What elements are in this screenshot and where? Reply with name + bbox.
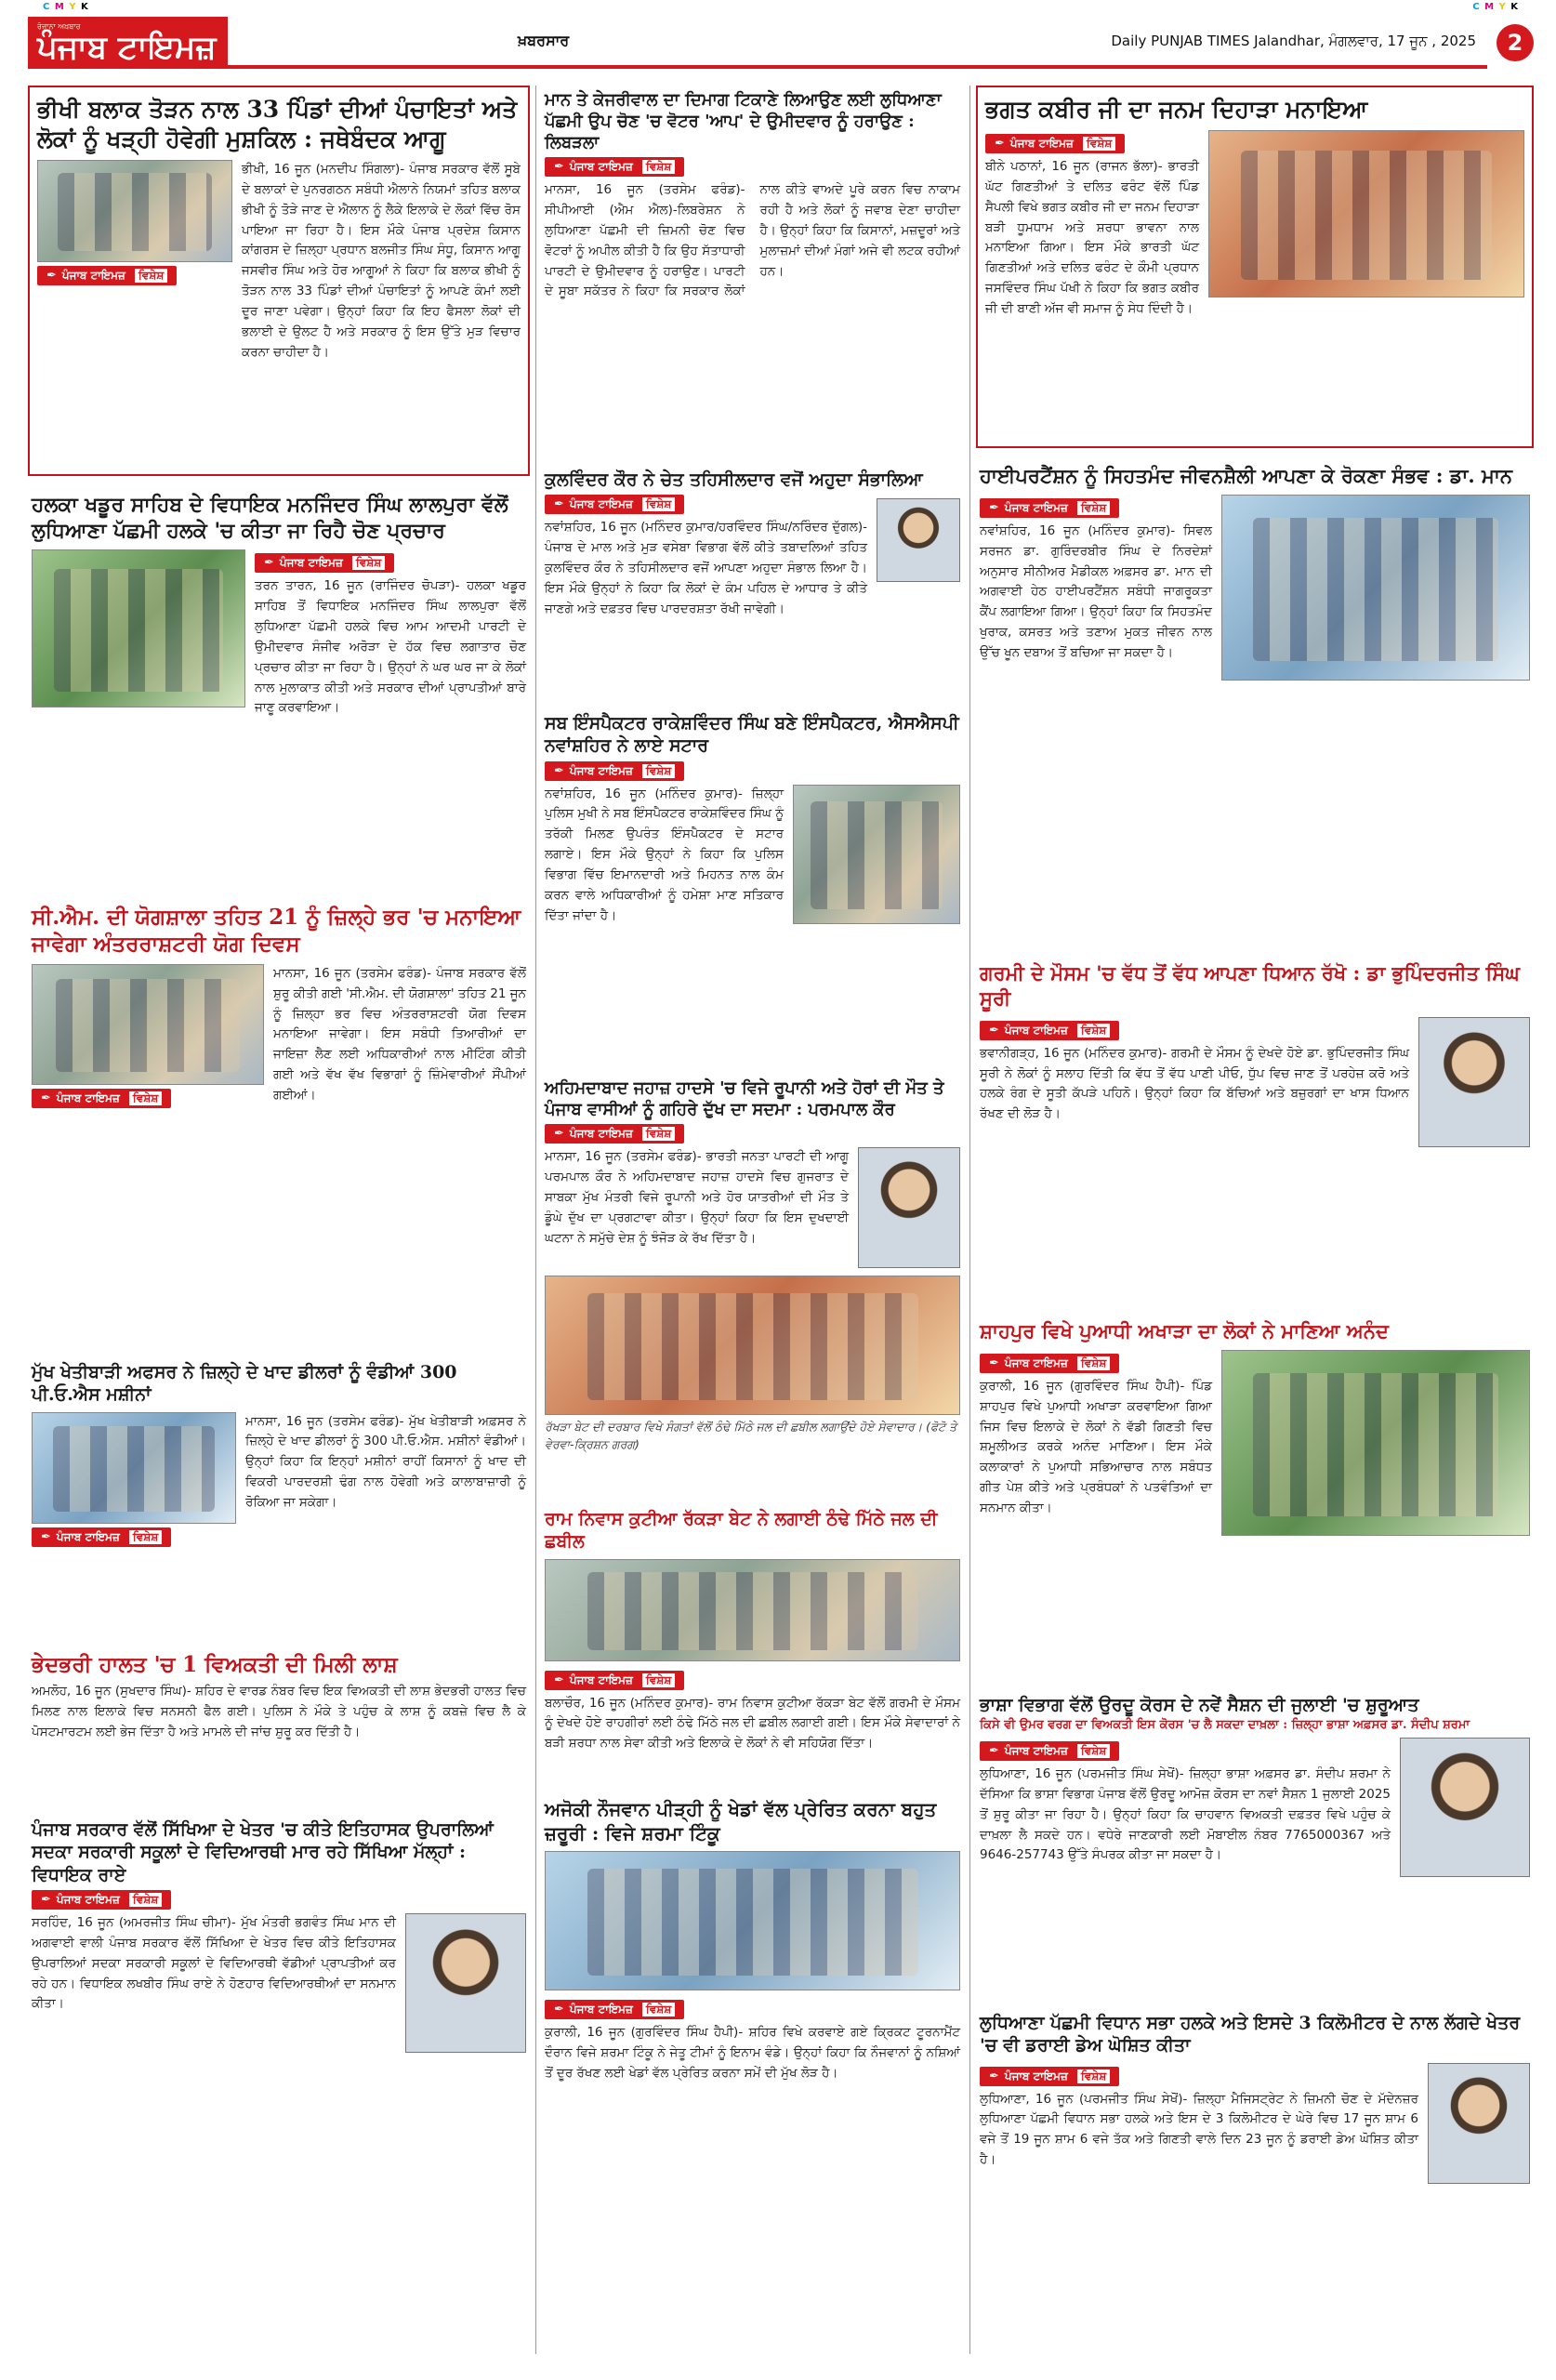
- byline-paper: ਪੰਜਾਬ ਟਾਇਮਜ਼: [569, 1673, 633, 1686]
- byline-paper: ਪੰਜਾਬ ਟਾਇਮਜ਼: [1004, 1023, 1068, 1037]
- byline-paper: ਪੰਜਾਬ ਟਾਇਮਜ਼: [1004, 1355, 1068, 1369]
- pen-icon: ✒: [554, 160, 564, 175]
- article-hypertension: [976, 460, 1534, 944]
- pen-icon: ✒: [989, 2069, 999, 2083]
- byline: [545, 1124, 684, 1144]
- byline-paper: ਪੰਜਾਬ ਟਾਇਮਜ਼: [1004, 2069, 1068, 2082]
- headline: ਭੀਖੀ ਬਲਾਕ ਤੋੜਨ ਨਾਲ 33 ਪਿੰਡਾਂ ਦੀਆਂ ਪੰਚਾਇਤਾਂ ਅਤੇ ਲੋਕਾਂ ਨੂੰ ਖੜ੍ਹੀ ਹੋਵੇਗੀ ਮੁਸ਼ਕਿਲ : ਜਥੇਬੰਦਕ ਆਗੂ: [37, 96, 518, 152]
- byline-tag: ਵਿਸ਼ੇਸ਼: [1077, 2069, 1110, 2083]
- header-rule: [228, 17, 1487, 69]
- news-photo: [1221, 495, 1530, 681]
- pen-icon: ✒: [989, 1023, 999, 1038]
- portrait-photo: [877, 498, 960, 582]
- article-chhabil: [541, 1504, 964, 1783]
- byline-paper: ਪੰਜਾਬ ਟਾਇਮਜ਼: [56, 1091, 120, 1104]
- subheadline: ਕਿਸੇ ਵੀ ਉਮਰ ਵਰਗ ਦਾ ਵਿਅਕਤੀ ਇਸ ਕੋਰਸ 'ਚ ਲੈ ਸਕਦਾ ਦਾਖ਼ਲਾ : ਜ਼ਿਲ੍ਹਾ ਭਾਸ਼ਾ ਅਫ਼ਸਰ ਡਾ. ਸੰਦੀਪ ਸ਼ਰਮਾ: [980, 1718, 1470, 1733]
- news-photo: [1208, 130, 1524, 298]
- pen-icon: ✒: [989, 500, 999, 515]
- news-photo: [32, 549, 245, 707]
- byline-paper: ਪੰਜਾਬ ਟਾਇਮਜ਼: [61, 269, 125, 282]
- byline: [985, 134, 1125, 153]
- article-lalpura-campaign: [28, 488, 530, 888]
- pen-icon: ✒: [554, 1127, 564, 1142]
- headline: ਮਾਨ ਤੇ ਕੇਜਰੀਵਾਲ ਦਾ ਦਿਮਾਗ ਟਿਕਾਣੇ ਲਿਆਉਣ ਲਈ ਲੁਧਿਆਣਾ ਪੱਛਮੀ ਉਪ ਚੋਣ 'ਚ ਵੋਟਰ 'ਆਪ' ਦੇ ਉਮੀਦਵਾਰ ਨੂੰ ਹਰਾਉਣ : ਲਿਬੜਲਾ: [545, 90, 942, 153]
- byline-paper: ਪੰਜਾਬ ਟਾਇਮਜ਼: [569, 497, 633, 511]
- byline-tag: ਵਿਸ਼ੇਸ਼: [129, 1091, 162, 1105]
- article-education: [28, 1815, 530, 2363]
- byline: [545, 2000, 684, 2019]
- headline: ਗਰਮੀ ਦੇ ਮੌਸਮ 'ਚ ਵੱਧ ਤੋਂ ਵੱਧ ਆਪਣਾ ਧਿਆਨ ਰੱਖੋ : ਡਾ ਭੁਪਿੰਦਰਜੀਤ ਸਿੰਘ ਸੂਰੀ: [980, 961, 1520, 1010]
- byline-paper: ਪੰਜਾਬ ਟਾਇਮਜ਼: [1009, 137, 1074, 150]
- article-body: ਭੀਖੀ, 16 ਜੂਨ (ਮਨਦੀਪ ਸਿੰਗਲਾ)- ਪੰਜਾਬ ਸਰਕਾਰ ਵੱਲੋਂ ਸੂਬੇ ਦੇ ਬਲਾਕਾਂ ਦੇ ਪੁਨਰਗਠਨ ਸਬੰਧੀ ਐਲਾਨੇ ਨਿਯਮਾਂ ਤਹਿਤ ਬਲਾਕ ਭੀਖੀ ਨੂੰ ਤੋੜੇ ਜਾਣ ਦੇ ਐਲਾਨ ਨੂੰ ਲੈਕੇ ਇਲਾਕੇ ਦੇ ਲੋਕਾਂ ਵਿੱਚ ਰੋਸ ਪਾਇਆ ਜਾ ਰਿਹਾ ਹੈ। ਇਸ ਮੌਕੇ ਪੰਜਾਬ ਪ੍ਰਦੇਸ਼ ਕਿਸਾਨ ਕਾਂਗਰਸ ਦੇ ਜ਼ਿਲ੍ਹਾ ਪ੍ਰਧਾਨ ਬਲਜੀਤ ਸਿੰਘ ਸੰਧੂ, ਕਿਸਾਨ ਆਗੂ ਜਸਵੀਰ ਸਿੰਘ ਅਤੇ ਹੋਰ ਆਗੂਆਂ ਨੇ ਕਿਹਾ ਕਿ ਬਲਾਕ ਭੀਖੀ ਨੂੰ ਤੋੜਨ ਨਾਲ 33 ਪਿੰਡਾਂ ਦੀਆਂ ਪੰਚਾਇਤਾਂ ਨੂੰ ਆਪਣੇ ਕੰਮਾਂ ਲਈ ਦੂਰ ਜਾਣਾ ਪਵੇਗਾ। ਉਨ੍ਹਾਂ ਕਿਹਾ ਕਿ ਇਹ ਫੈਸਲਾ ਲੋਕਾਂ ਦੀ ਭਲਾਈ ਦੇ ਉਲਟ ਹੈ ਅਤੇ ਸਰਕਾਰ ਨੂੰ ਇਸ ਉੱਤੇ ਮੁੜ ਵਿਚਾਰ ਕਰਨਾ ਚਾਹੀਦਾ ਹੈ।: [242, 162, 521, 360]
- article-body: ਕੁਰਾਲੀ, 16 ਜੂਨ (ਗੁਰਵਿੰਦਰ ਸਿੰਘ ਹੈਪੀ)- ਸ਼ਹਿਰ ਵਿਖੇ ਕਰਵਾਏ ਗਏ ਕ੍ਰਿਕਟ ਟੂਰਨਾਮੈਂਟ ਦੌਰਾਨ ਵਿਜੇ ਸ਼ਰਮਾ ਟਿੰਕੂ ਨੇ ਜੇਤੂ ਟੀਮਾਂ ਨੂੰ ਇਨਾਮ ਵੰਡੇ। ਉਨ੍ਹਾਂ ਕਿਹਾ ਕਿ ਨੌਜਵਾਨਾਂ ਨੂੰ ਨਸ਼ਿਆਂ ਤੋਂ ਦੂਰ ਰੱਖਣ ਲਈ ਖੇਡਾਂ ਵੱਲ ਪ੍ਰੇਰਿਤ ਕਰਨਾ ਸਮੇਂ ਦੀ ਮੁੱਖ ਲੋੜ ਹੈ।: [545, 2025, 960, 2081]
- byline-paper: ਪੰਜਾਬ ਟਾਇਮਜ਼: [279, 556, 343, 570]
- byline: [255, 553, 394, 573]
- headline: ਭਗਤ ਕਬੀਰ ਜੀ ਦਾ ਜਨਮ ਦਿਹਾੜਾ ਮਨਾਇਆ: [985, 96, 1368, 123]
- photo-credit: (ਫੋਟੋ ਤੇ ਵੇਰਵਾ-ਕ੍ਰਿਸ਼ਨ ਗਰਗ): [545, 1420, 957, 1451]
- byline-tag: ਵਿਸ਼ੇਸ਼: [642, 1673, 675, 1687]
- pen-icon: ✒: [46, 269, 57, 283]
- byline-tag: ਵਿਸ਼ੇਸ਼: [1077, 1024, 1110, 1038]
- headline: ਅਹਿਮਦਾਬਾਦ ਜਹਾਜ਼ ਹਾਦਸੇ 'ਚ ਵਿਜੇ ਰੂਪਾਨੀ ਅਤੇ ਹੋਰਾਂ ਦੀ ਮੌਤ ਤੇ ਪੰਜਾਬ ਵਾਸੀਆਂ ਨੂੰ ਗਹਿਰੇ ਦੁੱਖ ਦਾ ਸਦਮਾ : ਪਰਮਪਾਲ ਕੌਰ: [545, 1078, 944, 1120]
- byline-paper: ਪੰਜਾਬ ਟਾਇਮਜ਼: [1004, 1743, 1068, 1757]
- byline-tag: ਵਿਸ਼ੇਸ਼: [642, 1127, 675, 1141]
- pen-icon: ✒: [264, 556, 274, 571]
- cmyk-marks-right: [1472, 2, 1519, 12]
- byline: [545, 157, 684, 177]
- pen-icon: ✒: [41, 1529, 51, 1544]
- cmyk-y: Y: [1498, 2, 1507, 12]
- article-body: ਨਵਾਂਸ਼ਹਿਰ, 16 ਜੂਨ (ਮਨਿੰਦਰ ਕੁਮਾਰ/ਹਰਵਿੰਦਰ ਸਿੰਘ/ਨਰਿੰਦਰ ਦੁੱਗਲ)- ਪੰਜਾਬ ਦੇ ਮਾਲ ਅਤੇ ਮੁੜ ਵਸੇਬਾ ਵਿਭਾਗ ਵੱਲੋਂ ਕੀਤੇ ਤਬਾਦਲਿਆਂ ਤਹਿਤ ਕੁਲਵਿੰਦਰ ਕੌਰ ਨੇ ਤਹਿਸੀਲਦਾਰ ਵਜੋਂ ਆਪਣਾ ਅਹੁਦਾ ਸੰਭਾਲ ਲਿਆ ਹੈ। ਇਸ ਮੌਕੇ ਉਨ੍ਹਾਂ ਨੇ ਕਿਹਾ ਕਿ ਲੋਕਾਂ ਦੇ ਕੰਮ ਪਹਿਲ ਦੇ ਆਧਾਰ ਤੇ ਕੀਤੇ ਜਾਣਗੇ ਅਤੇ ਦਫ਼ਤਰ ਵਿਚ ਪਾਰਦਰਸ਼ਤਾ ਰੱਖੀ ਜਾਵੇਗੀ।: [545, 520, 867, 616]
- byline: [980, 1741, 1119, 1761]
- cmyk-m: M: [1484, 2, 1496, 12]
- article-body: ਲੁਧਿਆਣਾ, 16 ਜੂਨ (ਪਰਮਜੀਤ ਸਿੰਘ ਸੇਖੋਂ)- ਜ਼ਿਲ੍ਹਾ ਮੈਜਿਸਟ੍ਰੇਟ ਨੇ ਜ਼ਿਮਨੀ ਚੋਣ ਦੇ ਮੱਦੇਨਜ਼ਰ ਲੁਧਿਆਣਾ ਪੱਛਮੀ ਵਿਧਾਨ ਸਭਾ ਹਲਕੇ ਅਤੇ ਇਸ ਦੇ 3 ਕਿਲੋਮੀਟਰ ਦੇ ਘੇਰੇ ਵਿਚ 17 ਜੂਨ ਸ਼ਾਮ 6 ਵਜੇ ਤੋਂ 19 ਜੂਨ ਸ਼ਾਮ 6 ਵਜੇ ਤੱਕ ਅਤੇ ਗਿਣਤੀ ਵਾਲੇ ਦਿਨ 23 ਜੂਨ ਨੂੰ ਡਰਾਈ ਡੇਅ ਘੋਸ਼ਿਤ ਕੀਤਾ ਹੈ।: [980, 2091, 1418, 2168]
- byline: [545, 495, 684, 514]
- article-body: ਨਵਾਂਸ਼ਹਿਰ, 16 ਜੂਨ (ਮਨਿੰਦਰ ਕੁਮਾਰ)- ਸਿਵਲ ਸਰਜਨ ਡਾ. ਗੁਰਿੰਦਰਬੀਰ ਸਿੰਘ ਦੇ ਨਿਰਦੇਸ਼ਾਂ ਅਨੁਸਾਰ ਸੀਨੀਅਰ ਮੈਡੀਕਲ ਅਫ਼ਸਰ ਡਾ. ਮਾਨ ਦੀ ਅਗਵਾਈ ਹੇਠ ਹਾਈਪਰਟੈਂਸ਼ਨ ਸਬੰਧੀ ਜਾਗਰੂਕਤਾ ਕੈਂਪ ਲਗਾਇਆ ਗਿਆ। ਉਨ੍ਹਾਂ ਕਿਹਾ ਕਿ ਸਿਹਤਮੰਦ ਖੁਰਾਕ, ਕਸਰਤ ਅਤੇ ਤਣਾਅ ਮੁਕਤ ਜੀਵਨ ਨਾਲ ਉੱਚ ਖੂਨ ਦਬਾਅ ਤੋਂ ਬਚਿਆ ਜਾ ਸਕਦਾ ਹੈ।: [980, 522, 1212, 661]
- byline: [545, 761, 684, 781]
- cmyk-c: C: [1472, 2, 1481, 12]
- article-sports-youth: [541, 1794, 964, 2361]
- dateline: Daily PUNJAB TIMES Jalandhar, ਮੰਗਲਵਾਰ, 17 ਜੂਨ , 2025: [1111, 33, 1476, 49]
- pen-icon: ✒: [554, 763, 564, 778]
- newspaper-logo: [28, 17, 228, 69]
- news-photo: [37, 160, 232, 262]
- headline: ਹਾਈਪਰਟੈਂਸ਼ਨ ਨੂੰ ਸਿਹਤਮੰਦ ਜੀਵਨਸ਼ੈਲੀ ਆਪਣਾ ਕੇ ਰੋਕਣਾ ਸੰਭਵ : ਡਾ. ਮਾਨ: [980, 464, 1512, 487]
- byline-tag: ਵਿਸ਼ੇਸ਼: [1077, 1744, 1110, 1758]
- headline: ਰਾਮ ਨਿਵਾਸ ਕੁਟੀਆ ਰੱਕੜਾ ਬੇਟ ਨੇ ਲਗਾਈ ਠੰਢੇ ਮਿੱਠੇ ਜਲ ਦੀ ਛਬੀਲ: [545, 1509, 938, 1553]
- byline: [980, 1021, 1119, 1040]
- byline-tag: ਵਿਸ਼ੇਸ਼: [1077, 1356, 1110, 1370]
- headline: ਹਲਕਾ ਖਡੂਰ ਸਾਹਿਬ ਦੇ ਵਿਧਾਇਕ ਮਨਜਿੰਦਰ ਸਿੰਘ ਲਾਲਪੁਰਾ ਵੱਲੋਂ ਲੁਧਿਆਣਾ ਪੱਛਮੀ ਹਲਕੇ 'ਚ ਕੀਤਾ ਜਾ ਰਿਹੈ ਚੋਣ ਪ੍ਰਚਾਰ: [32, 493, 508, 544]
- byline-paper: ਪੰਜਾਬ ਟਾਇਮਜ਼: [569, 1127, 633, 1141]
- article-body: ਨਵਾਂਸ਼ਹਿਰ, 16 ਜੂਨ (ਮਨਿੰਦਰ ਕੁਮਾਰ)- ਜ਼ਿਲ੍ਹਾ ਪੁਲਿਸ ਮੁਖੀ ਨੇ ਸਬ ਇੰਸਪੈਕਟਰ ਰਾਕੇਸ਼ਵਿੰਦਰ ਸਿੰਘ ਨੂੰ ਤਰੱਕੀ ਮਿਲਣ ਉਪਰੰਤ ਇੰਸਪੈਕਟਰ ਦੇ ਸਟਾਰ ਲਗਾਏ। ਇਸ ਮੌਕੇ ਉਨ੍ਹਾਂ ਨੇ ਕਿਹਾ ਕਿ ਪੁਲਿਸ ਵਿਭਾਗ ਵਿੱਚ ਇਮਾਨਦਾਰੀ ਅਤੇ ਮਿਹਨਤ ਨਾਲ ਕੰਮ ਕਰਨ ਵਾਲੇ ਅਧਿਕਾਰੀਆਂ ਨੂੰ ਹਮੇਸ਼ਾ ਮਾਣ ਸਤਿਕਾਰ ਦਿੱਤਾ ਜਾਂਦਾ ਹੈ।: [545, 786, 784, 923]
- article-body: ਮਾਨਸਾ, 16 ਜੂਨ (ਤਰਸੇਮ ਫਰੰਡ)- ਸੀਪੀਆਈ (ਐਮ ਐਲ)-ਲਿਬਰੇਸ਼ਨ ਨੇ ਲੁਧਿਆਣਾ ਪੱਛਮੀ ਦੀ ਜ਼ਿਮਨੀ ਚੋਣ ਵਿਚ ਵੋਟਰਾਂ ਨੂੰ ਅਪੀਲ ਕੀਤੀ ਹੈ ਕਿ ਉਹ ਸੱਤਾਧਾਰੀ ਪਾਰਟੀ ਦੇ ਉਮੀਦਵਾਰ ਨੂੰ ਹਰਾਉਣ। ਪਾਰਟੀ ਦੇ ਸੂਬਾ ਸਕੱਤਰ ਨੇ ਕਿਹਾ ਕਿ ਸਰਕਾਰ ਲੋਕਾਂ ਨਾਲ ਕੀਤੇ ਵਾਅਦੇ ਪੂਰੇ ਕਰਨ ਵਿਚ ਨਾਕਾਮ ਰਹੀ ਹੈ ਅਤੇ ਲੋਕਾਂ ਨੂੰ ਜਵਾਬ ਦੇਣਾ ਚਾਹੀਦਾ ਹੈ। ਉਨ੍ਹਾਂ ਕਿਹਾ ਕਿ ਕਿਸਾਨਾਂ, ਮਜ਼ਦੂਰਾਂ ਅਤੇ ਮੁਲਾਜ਼ਮਾਂ ਦੀਆਂ ਮੰਗਾਂ ਅਜੇ ਵੀ ਲਟਕ ਰਹੀਆਂ ਹਨ।: [545, 182, 960, 299]
- byline: [32, 1089, 171, 1108]
- byline-tag: ਵਿਸ਼ੇਸ਼: [352, 556, 385, 570]
- article-body: ਬਲਾਚੌਰ, 16 ਜੂਨ (ਮਨਿੰਦਰ ਕੁਮਾਰ)- ਰਾਮ ਨਿਵਾਸ ਕੁਟੀਆ ਰੱਕੜਾ ਬੇਟ ਵੱਲੋਂ ਗਰਮੀ ਦੇ ਮੌਸਮ ਨੂੰ ਦੇਖਦੇ ਹੋਏ ਰਾਹਗੀਰਾਂ ਲਈ ਠੰਢੇ ਮਿੱਠੇ ਜਲ ਦੀ ਛਬੀਲ ਲਗਾਈ ਗਈ। ਇਸ ਮੌਕੇ ਸੇਵਾਦਾਰਾਂ ਨੇ ਬੜੀ ਸ਼ਰਧਾ ਨਾਲ ਸੇਵਾ ਕੀਤੀ ਅਤੇ ਇਲਾਕੇ ਦੇ ਲੋਕਾਂ ਨੇ ਵੀ ਸਹਿਯੋਗ ਦਿੱਤਾ।: [545, 1695, 960, 1752]
- pen-icon: ✒: [989, 1355, 999, 1370]
- news-photo: [1221, 1350, 1530, 1536]
- article-body: ਅਮਲੋਹ, 16 ਜੂਨ (ਸੁਖਦਾਰ ਸਿੰਘ)- ਸ਼ਹਿਰ ਦੇ ਵਾਰਡ ਨੰਬਰ ਵਿਚ ਇਕ ਵਿਅਕਤੀ ਦੀ ਲਾਸ਼ ਭੇਦਭਰੀ ਹਾਲਤ ਵਿਚ ਮਿਲਣ ਨਾਲ ਇਲਾਕੇ ਵਿਚ ਸਨਸਨੀ ਫੈਲ ਗਈ। ਪੁਲਿਸ ਨੇ ਮੌਕੇ ਤੇ ਪਹੁੰਚ ਕੇ ਲਾਸ਼ ਨੂੰ ਕਬਜ਼ੇ ਵਿਚ ਲੈ ਕੇ ਪੋਸਟਮਾਰਟਮ ਲਈ ਭੇਜ ਦਿੱਤਾ ਹੈ ਅਤੇ ਮਾਮਲੇ ਦੀ ਜਾਂਚ ਸ਼ੁਰੂ ਕਰ ਦਿੱਤੀ ਹੈ।: [32, 1684, 526, 1740]
- byline-tag: ਵਿਸ਼ੇਸ਼: [1077, 501, 1110, 515]
- article-body: ਮਾਨਸਾ, 16 ਜੂਨ (ਤਰਸੇਮ ਫਰੰਡ)- ਮੁੱਖ ਖੇਤੀਬਾੜੀ ਅਫ਼ਸਰ ਨੇ ਜ਼ਿਲ੍ਹੇ ਦੇ ਖਾਦ ਡੀਲਰਾਂ ਨੂੰ 300 ਪੀ.ਓ.ਐਸ. ਮਸ਼ੀਨਾਂ ਵੰਡੀਆਂ। ਉਨ੍ਹਾਂ ਕਿਹਾ ਕਿ ਇਨ੍ਹਾਂ ਮਸ਼ੀਨਾਂ ਰਾਹੀਂ ਕਿਸਾਨਾਂ ਨੂੰ ਖਾਦ ਦੀ ਵਿਕਰੀ ਪਾਰਦਰਸ਼ੀ ਢੰਗ ਨਾਲ ਹੋਵੇਗੀ ਅਤੇ ਕਾਲਾਬਾਜ਼ਾਰੀ ਨੂੰ ਰੋਕਿਆ ਜਾ ਸਕੇਗਾ।: [245, 1413, 526, 1511]
- logo-tagline: ਰੋਜ਼ਾਨਾ ਅਖ਼ਬਾਰ: [37, 22, 81, 31]
- article-yoga-day: [28, 900, 530, 1346]
- byline: [980, 1354, 1119, 1373]
- pen-icon: ✒: [989, 1743, 999, 1758]
- pen-icon: ✒: [41, 1091, 51, 1105]
- news-photo: [793, 785, 960, 924]
- article-body: ਮਾਨਸਾ, 16 ਜੂਨ (ਤਰਸੇਮ ਫਰੰਡ)- ਪੰਜਾਬ ਸਰਕਾਰ ਵੱਲੋਂ ਸ਼ੁਰੂ ਕੀਤੀ ਗਈ 'ਸੀ.ਐਮ. ਦੀ ਯੋਗਸ਼ਾਲਾ' ਤਹਿਤ 21 ਜੂਨ ਨੂੰ ਜ਼ਿਲ੍ਹਾ ਭਰ ਵਿਚ ਅੰਤਰਰਾਸ਼ਟਰੀ ਯੋਗ ਦਿਵਸ ਮਨਾਇਆ ਜਾਵੇਗਾ। ਇਸ ਸਬੰਧੀ ਤਿਆਰੀਆਂ ਦਾ ਜਾਇਜ਼ਾ ਲੈਣ ਲਈ ਅਧਿਕਾਰੀਆਂ ਨਾਲ ਮੀਟਿੰਗ ਕੀਤੀ ਗਈ ਅਤੇ ਵੱਖ ਵੱਖ ਵਿਭਾਗਾਂ ਨੂੰ ਜ਼ਿੰਮੇਵਾਰੀਆਂ ਸੌਂਪੀਆਂ ਗਈਆਂ।: [273, 965, 526, 1104]
- byline: [32, 1890, 171, 1910]
- headline: ਲੁਧਿਆਣਾ ਪੱਛਮੀ ਵਿਧਾਨ ਸਭਾ ਹਲਕੇ ਅਤੇ ਇਸਦੇ 3 ਕਿਲੋਮੀਟਰ ਦੇ ਨਾਲ ਲੱਗਦੇ ਖੇਤਰ 'ਚ ਵੀ ਡਰਾਈ ਡੇਅ ਘੋਸ਼ਿਤ ਕੀਤਾ: [980, 2013, 1521, 2056]
- news-photo: [545, 1559, 960, 1661]
- column-divider: [535, 86, 536, 2354]
- pen-icon: ✒: [41, 1892, 51, 1907]
- portrait-photo: [1400, 1738, 1530, 1877]
- cmyk-c: C: [43, 2, 51, 12]
- byline: [32, 1527, 171, 1547]
- news-photo: [545, 1851, 960, 1990]
- article-body-found: [28, 1647, 530, 1804]
- news-photo: [545, 1276, 960, 1415]
- pen-icon: ✒: [995, 137, 1005, 151]
- article-body: ਸਰਹਿੰਦ, 16 ਜੂਨ (ਅਮਰਜੀਤ ਸਿੰਘ ਚੀਮਾ)- ਮੁੱਖ ਮੰਤਰੀ ਭਗਵੰਤ ਸਿੰਘ ਮਾਨ ਦੀ ਅਗਵਾਈ ਵਾਲੀ ਪੰਜਾਬ ਸਰਕਾਰ ਵੱਲੋਂ ਸਿੱਖਿਆ ਦੇ ਖੇਤਰ ਵਿਚ ਕੀਤੇ ਇਤਿਹਾਸਕ ਉਪਰਾਲਿਆਂ ਸਦਕਾ ਸਰਕਾਰੀ ਸਕੂਲਾਂ ਦੇ ਵਿਦਿਆਰਥੀ ਵੱਡੀਆਂ ਪ੍ਰਾਪਤੀਆਂ ਕਰ ਰਹੇ ਹਨ। ਵਿਧਾਇਕ ਲਖਬੀਰ ਸਿੰਘ ਰਾਏ ਨੇ ਹੋਣਹਾਰ ਵਿਦਿਆਰਥੀਆਂ ਦਾ ਸਨਮਾਨ ਕੀਤਾ।: [32, 1914, 396, 2012]
- article-ahmedabad-crash: [541, 1074, 964, 1492]
- byline-paper: ਪੰਜਾਬ ਟਾਇਮਜ਼: [56, 1529, 120, 1543]
- pen-icon: ✒: [554, 2003, 564, 2017]
- headline: ਸੀ.ਐਮ. ਦੀ ਯੋਗਸ਼ਾਲਾ ਤਹਿਤ 21 ਨੂੰ ਜ਼ਿਲ੍ਹੇ ਭਰ 'ਚ ਮਨਾਇਆ ਜਾਵੇਗਾ ਅੰਤਰਰਾਸ਼ਟਰੀ ਯੋਗ ਦਿਵਸ: [32, 905, 521, 958]
- portrait-photo: [858, 1147, 960, 1268]
- byline-paper: ਪੰਜਾਬ ਟਾਇਮਜ਼: [1004, 500, 1068, 514]
- article-summer-health: [976, 958, 1534, 1302]
- cmyk-y: Y: [69, 2, 77, 12]
- portrait-photo: [405, 1913, 526, 2053]
- column-divider: [969, 86, 970, 2354]
- byline-paper: ਪੰਜਾਬ ਟਾਇਮਜ਼: [569, 160, 633, 174]
- pen-icon: ✒: [554, 497, 564, 512]
- byline-paper: ਪੰਜਾਬ ਟਾਇਮਜ਼: [569, 2003, 633, 2016]
- article-urdu-course: [976, 1690, 1534, 1997]
- article-pos-machines: [28, 1357, 530, 1636]
- byline-tag: ਵਿਸ਼ੇਸ਼: [642, 764, 675, 778]
- headline: ਸਬ ਇੰਸਪੈਕਟਰ ਰਾਕੇਸ਼ਵਿੰਦਰ ਸਿੰਘ ਬਣੇ ਇੰਸਪੈਕਟਰ, ਐਸਐਸਪੀ ਨਵਾਂਸ਼ਹਿਰ ਨੇ ਲਾਏ ਸਟਾਰ: [545, 713, 959, 757]
- headline: ਭਾਸ਼ਾ ਵਿਭਾਗ ਵੱਲੋਂ ਉਰਦੂ ਕੋਰਸ ਦੇ ਨਵੇਂ ਸੈਸ਼ਨ ਦੀ ਜੁਲਾਈ 'ਚ ਸ਼ੁਰੂਆਤ: [980, 1695, 1419, 1715]
- portrait-photo: [1428, 2063, 1530, 2184]
- cmyk-k: K: [1510, 2, 1519, 12]
- masthead: [28, 17, 1534, 69]
- headline: ਭੇਦਭਰੀ ਹਾਲਤ 'ਚ 1 ਵਿਅਕਤੀ ਦੀ ਮਿਲੀ ਲਾਸ਼: [32, 1652, 398, 1677]
- portrait-photo: [1418, 1017, 1530, 1147]
- headline: ਅਜੋਕੀ ਨੌਜਵਾਨ ਪੀੜ੍ਹੀ ਨੂੰ ਖੇਡਾਂ ਵੱਲ ਪ੍ਰੇਰਿਤ ਕਰਨਾ ਬਹੁਤ ਜ਼ਰੂਰੀ : ਵਿਜੇ ਸ਼ਰਮਾ ਟਿੰਕੂ: [545, 1798, 937, 1844]
- article-dry-day: [976, 2008, 1534, 2361]
- byline: [37, 266, 177, 285]
- article-bhagat-kabir: [976, 86, 1534, 448]
- byline: [980, 2067, 1119, 2086]
- byline-tag: ਵਿਸ਼ੇਸ਼: [642, 497, 675, 511]
- logo-title: ਪੰਜਾਬ ਟਾਇਮਜ਼: [37, 29, 217, 66]
- byline-tag: ਵਿਸ਼ੇਸ਼: [642, 2003, 675, 2016]
- byline-tag: ਵਿਸ਼ੇਸ਼: [129, 1893, 162, 1907]
- cmyk-marks-left: [43, 2, 89, 12]
- byline: [545, 1671, 684, 1690]
- headline: ਪੰਜਾਬ ਸਰਕਾਰ ਵੱਲੋਂ ਸਿੱਖਿਆ ਦੇ ਖੇਤਰ 'ਚ ਕੀਤੇ ਇਤਿਹਾਸਕ ਉਪਰਾਲਿਆਂ ਸਦਕਾ ਸਰਕਾਰੀ ਸਕੂਲਾਂ ਦੇ ਵਿਦਿਆਰਥੀ ਮਾਰ ਰਹੇ ਸਿੱਖਿਆ ਮੱਲ੍ਹਾਂ : ਵਿਧਾਇਕ ਰਾਏ: [32, 1819, 494, 1885]
- article-body: ਕੁਰਾਲੀ, 16 ਜੂਨ (ਗੁਰਵਿੰਦਰ ਸਿੰਘ ਹੈਪੀ)- ਪਿੰਡ ਸ਼ਾਹਪੁਰ ਵਿਖੇ ਪੁਆਧੀ ਅਖਾੜਾ ਕਰਵਾਇਆ ਗਿਆ ਜਿਸ ਵਿਚ ਇਲਾਕੇ ਦੇ ਲੋਕਾਂ ਨੇ ਵੱਡੀ ਗਿਣਤੀ ਵਿਚ ਸ਼ਮੂਲੀਅਤ ਕਰਕੇ ਅਨੰਦ ਮਾਣਿਆ। ਇਸ ਮੌਕੇ ਕਲਾਕਾਰਾਂ ਨੇ ਪੁਆਧੀ ਸਭਿਆਚਾਰ ਨਾਲ ਸਬੰਧਤ ਗੀਤ ਪੇਸ਼ ਕੀਤੇ ਅਤੇ ਪ੍ਰਬੰਧਕਾਂ ਨੇ ਪਤਵੰਤਿਆਂ ਦਾ ਸਨਮਾਨ ਕੀਤਾ।: [980, 1378, 1212, 1516]
- article-kulwinder-kaur: [541, 465, 964, 697]
- cmyk-k: K: [81, 2, 89, 12]
- byline-tag: ਵਿਸ਼ੇਸ਼: [129, 1530, 162, 1544]
- pen-icon: ✒: [554, 1673, 564, 1687]
- byline-tag: ਵਿਸ਼ੇਸ਼: [642, 160, 675, 174]
- headline: ਸ਼ਾਹਪੁਰ ਵਿਖੇ ਪੁਆਧੀ ਅਖਾੜਾ ਦਾ ਲੋਕਾਂ ਨੇ ਮਾਣਿਆ ਅਨੰਦ: [980, 1319, 1389, 1342]
- byline-tag: ਵਿਸ਼ੇਸ਼: [1083, 137, 1115, 151]
- article-body: ਲੁਧਿਆਣਾ, 16 ਜੂਨ (ਪਰਮਜੀਤ ਸਿੰਘ ਸੇਖੋਂ)- ਜ਼ਿਲ੍ਹਾ ਭਾਸ਼ਾ ਅਫ਼ਸਰ ਡਾ. ਸੰਦੀਪ ਸ਼ਰਮਾ ਨੇ ਦੱਸਿਆ ਕਿ ਭਾਸ਼ਾ ਵਿਭਾਗ ਪੰਜਾਬ ਵੱਲੋਂ ਉਰਦੂ ਆਮੋਜ਼ ਕੋਰਸ ਦਾ ਨਵਾਂ ਸੈਸ਼ਨ 1 ਜੁਲਾਈ 2025 ਤੋਂ ਸ਼ੁਰੂ ਕੀਤਾ ਜਾ ਰਿਹਾ ਹੈ। ਉਨ੍ਹਾਂ ਕਿਹਾ ਕਿ ਚਾਹਵਾਨ ਵਿਅਕਤੀ ਦਫ਼ਤਰ ਵਿਖੇ ਪਹੁੰਚ ਕੇ ਦਾਖ਼ਲਾ ਲੈ ਸਕਦੇ ਹਨ। ਵਧੇਰੇ ਜਾਣਕਾਰੀ ਲਈ ਮੋਬਾਈਲ ਨੰਬਰ 7765000367 ਅਤੇ 9646-257743 ਉੱਤੇ ਸੰਪਰਕ ਕੀਤਾ ਜਾ ਸਕਦਾ ਹੈ।: [980, 1765, 1391, 1863]
- byline-paper: ਪੰਜਾਬ ਟਾਇਮਜ਼: [569, 763, 633, 777]
- article-puadhi-akhara: [976, 1316, 1534, 1678]
- page-number: 2: [1497, 24, 1534, 61]
- article-mann-kejriwal: [541, 86, 964, 457]
- headline: ਕੁਲਵਿੰਦਰ ਕੌਰ ਨੇ ਚੇਤ ਤਹਿਸੀਲਦਾਰ ਵਜੋਂ ਅਹੁਦਾ ਸੰਭਾਲਿਆ: [545, 469, 923, 490]
- article-body: ਭਵਾਨੀਗੜ੍ਹ, 16 ਜੂਨ (ਮਨਿੰਦਰ ਕੁਮਾਰ)- ਗਰਮੀ ਦੇ ਮੌਸਮ ਨੂੰ ਦੇਖਦੇ ਹੋਏ ਡਾ. ਭੁਪਿੰਦਰਜੀਤ ਸਿੰਘ ਸੂਰੀ ਨੇ ਲੋਕਾਂ ਨੂੰ ਸਲਾਹ ਦਿੱਤੀ ਕਿ ਵੱਧ ਤੋਂ ਵੱਧ ਪਾਣੀ ਪੀਓ, ਧੁੱਪ ਵਿਚ ਜਾਣ ਤੋਂ ਪਰਹੇਜ਼ ਕਰੋ ਅਤੇ ਹਲਕੇ ਰੰਗ ਦੇ ਸੂਤੀ ਕੱਪੜੇ ਪਹਿਨੋ। ਉਨ੍ਹਾਂ ਕਿਹਾ ਕਿ ਬੱਚਿਆਂ ਅਤੇ ਬਜ਼ੁਰਗਾਂ ਦਾ ਖਾਸ ਧਿਆਨ ਰੱਖਣ ਦੀ ਲੋੜ ਹੈ।: [980, 1045, 1409, 1122]
- byline-paper: ਪੰਜਾਬ ਟਾਇਮਜ਼: [56, 1892, 120, 1906]
- byline-tag: ਵਿਸ਼ੇਸ਼: [135, 269, 167, 283]
- article-bhikhi-block: [28, 86, 530, 476]
- article-body: ਬੀਨੇ ਪਠਾਨਾਂ, 16 ਜੂਨ (ਰਾਜਨ ਭੱਲਾ)- ਭਾਰਤੀ ਘੱਟ ਗਿਣਤੀਆਂ ਤੇ ਦਲਿਤ ਫਰੰਟ ਵੱਲੋਂ ਪਿੰਡ ਸੈਪਲੀ ਵਿਖੇ ਭਗਤ ਕਬੀਰ ਜੀ ਦਾ ਜਨਮ ਦਿਹਾੜਾ ਬੜੀ ਧੂਮਧਾਮ ਅਤੇ ਸ਼ਰਧਾ ਭਾਵਨਾ ਨਾਲ ਮਨਾਇਆ ਗਿਆ। ਇਸ ਮੌਕੇ ਭਾਰਤੀ ਘੱਟ ਗਿਣਤੀਆਂ ਅਤੇ ਦਲਿਤ ਫਰੰਟ ਦੇ ਕੌਮੀ ਪ੍ਰਧਾਨ ਜਸਵਿੰਦਰ ਸਿੰਘ ਪੱਖੀ ਨੇ ਕਿਹਾ ਕਿ ਭਗਤ ਕਬੀਰ ਜੀ ਦੀ ਬਾਣੀ ਅੱਜ ਵੀ ਸਮਾਜ ਨੂੰ ਸੇਧ ਦਿੰਦੀ ਹੈ।: [985, 159, 1199, 317]
- section-name: ਖ਼ਬਰਸਾਰ: [518, 32, 570, 49]
- article-inspector-promotion: [541, 708, 964, 1062]
- article-body: ਤਰਨ ਤਾਰਨ, 16 ਜੂਨ (ਰਾਜਿੰਦਰ ਚੋਪੜਾ)- ਹਲਕਾ ਖਡੂਰ ਸਾਹਿਬ ਤੋਂ ਵਿਧਾਇਕ ਮਨਜਿੰਦਰ ਸਿੰਘ ਲਾਲਪੁਰਾ ਵੱਲੋਂ ਲੁਧਿਆਣਾ ਪੱਛਮੀ ਹਲਕੇ ਵਿਚ ਆਮ ਆਦਮੀ ਪਾਰਟੀ ਦੇ ਉਮੀਦਵਾਰ ਸੰਜੀਵ ਅਰੋੜਾ ਦੇ ਹੱਕ ਵਿਚ ਲਗਾਤਾਰ ਚੋਣ ਪ੍ਰਚਾਰ ਕੀਤਾ ਜਾ ਰਿਹਾ ਹੈ। ਉਨ੍ਹਾਂ ਨੇ ਘਰ ਘਰ ਜਾ ਕੇ ਲੋਕਾਂ ਨਾਲ ਮੁਲਾਕਾਤ ਕੀਤੀ ਅਤੇ ਸਰਕਾਰ ਦੀਆਂ ਪ੍ਰਾਪਤੀਆਂ ਬਾਰੇ ਜਾਣੂ ਕਰਵਾਇਆ।: [255, 578, 526, 716]
- article-body: ਮਾਨਸਾ, 16 ਜੂਨ (ਤਰਸੇਮ ਫਰੰਡ)- ਭਾਰਤੀ ਜਨਤਾ ਪਾਰਟੀ ਦੀ ਆਗੂ ਪਰਮਪਾਲ ਕੌਰ ਨੇ ਅਹਿਮਦਾਬਾਦ ਜਹਾਜ਼ ਹਾਦਸੇ ਵਿਚ ਗੁਜਰਾਤ ਦੇ ਸਾਬਕਾ ਮੁੱਖ ਮੰਤਰੀ ਵਿਜੇ ਰੂਪਾਨੀ ਅਤੇ ਹੋਰ ਯਾਤਰੀਆਂ ਦੀ ਮੌਤ ਤੇ ਡੂੰਘੇ ਦੁੱਖ ਦਾ ਪ੍ਰਗਟਾਵਾ ਕੀਤਾ। ਉਨ੍ਹਾਂ ਕਿਹਾ ਕਿ ਇਸ ਦੁਖਦਾਈ ਘਟਨਾ ਨੇ ਸਮੁੱਚੇ ਦੇਸ਼ ਨੂੰ ਝੰਜੋੜ ਕੇ ਰੱਖ ਦਿੱਤਾ ਹੈ।: [545, 1149, 849, 1246]
- photo-caption: ਰੱਖੜਾ ਬੇਟ ਦੀ ਦਰਬਾਰ ਵਿਖੇ ਸੰਗਤਾਂ ਵੱਲੋਂ ਠੰਢੇ ਮਿੱਠੇ ਜਲ ਦੀ ਛਬੀਲ ਲਗਾਉਂਦੇ ਹੋਏ ਸੇਵਾਦਾਰ।: [545, 1420, 923, 1435]
- news-photo: [32, 964, 264, 1085]
- byline: [980, 498, 1119, 518]
- news-photo: [32, 1412, 236, 1524]
- cmyk-m: M: [54, 2, 65, 12]
- headline: ਮੁੱਖ ਖੇਤੀਬਾੜੀ ਅਫਸਰ ਨੇ ਜ਼ਿਲ੍ਹੇ ਦੇ ਖਾਦ ਡੀਲਰਾਂ ਨੂੰ ਵੰਡੀਆਂ 300 ਪੀ.ਓ.ਐਸ ਮਸ਼ੀਨਾਂ: [32, 1362, 457, 1406]
